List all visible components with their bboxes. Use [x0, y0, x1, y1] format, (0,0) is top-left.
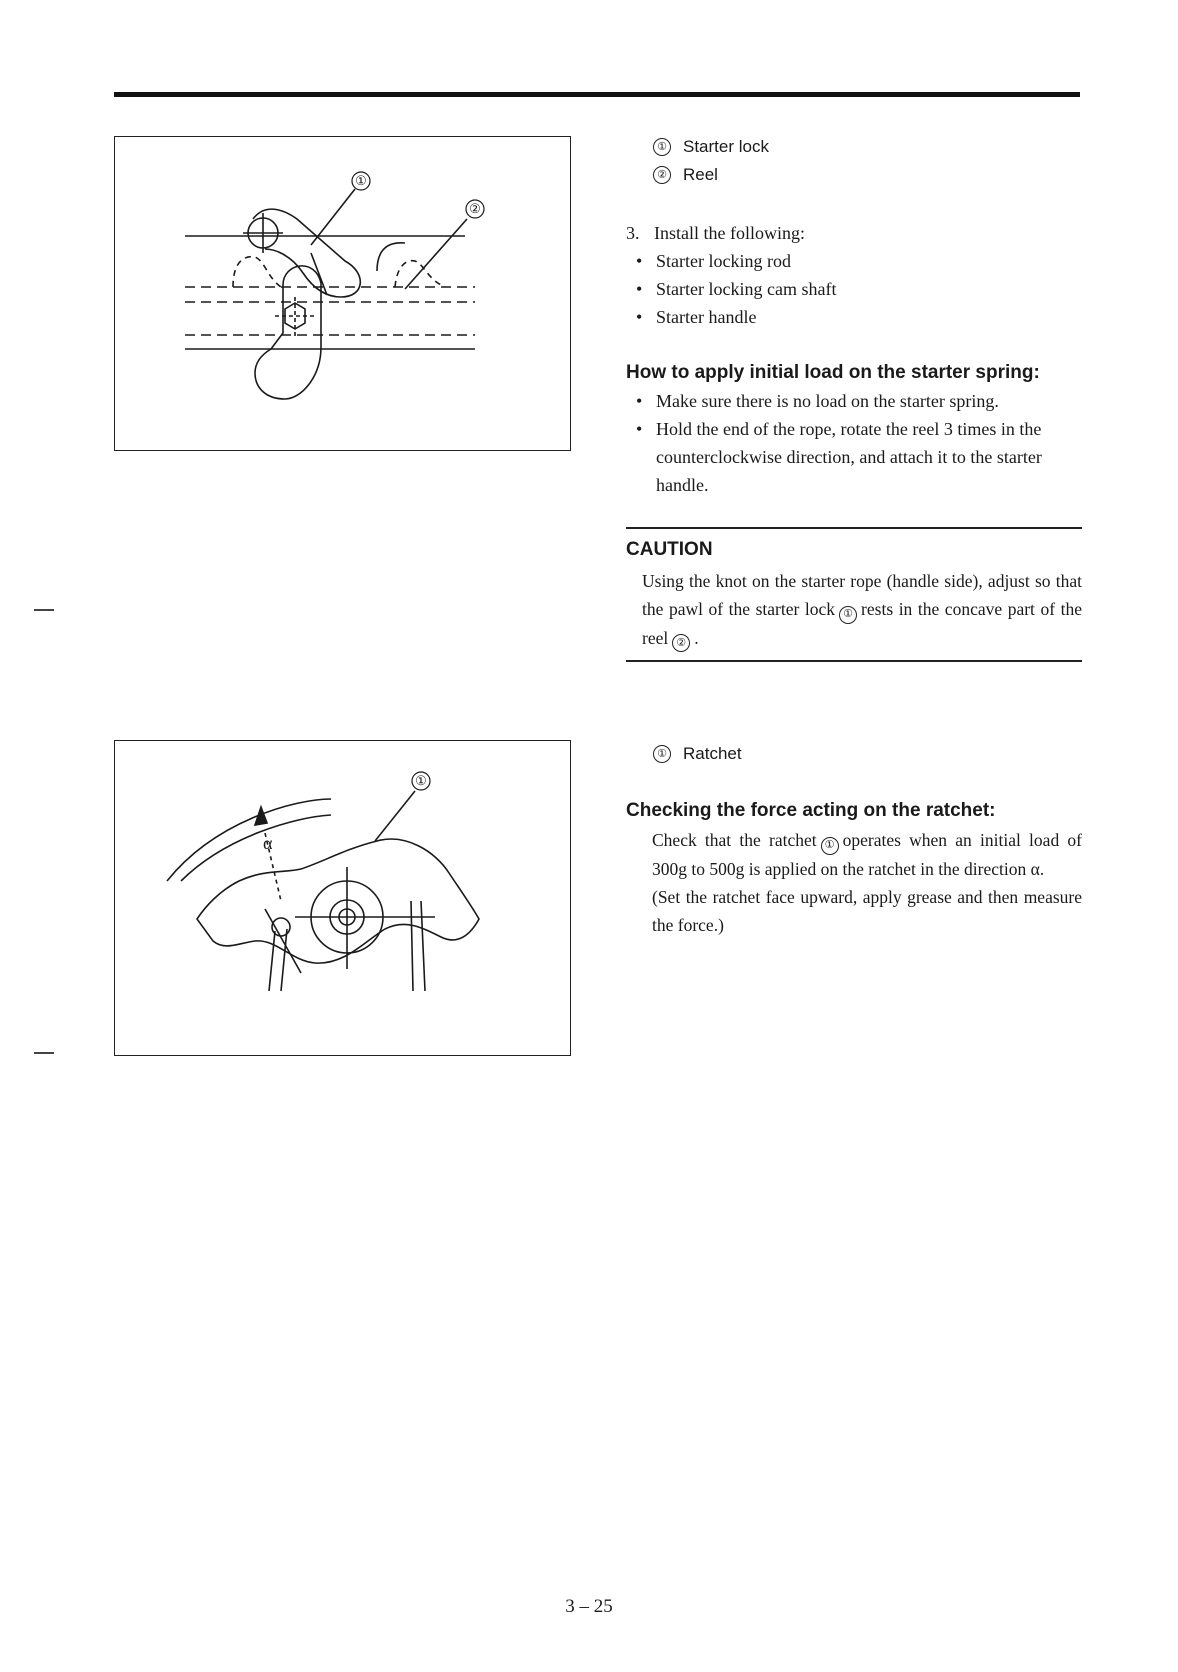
initial-load-list	[636, 387, 1082, 499]
figure-ratchet	[114, 740, 571, 1056]
figure2-legend	[653, 740, 742, 768]
legend-num: ①	[653, 745, 671, 763]
reel-arc-outer	[167, 799, 331, 881]
ratchet-diagram	[115, 741, 570, 1055]
ratchet-check-note: (Set the ratchet face upward, apply grease and then measure the force.)	[652, 886, 1082, 935]
ref-starter-lock: ①	[839, 606, 857, 624]
ratchet-body	[197, 839, 479, 963]
figure1-legend	[653, 133, 769, 189]
callout-2-leader	[405, 219, 467, 289]
list-item: • Starter locking rod	[636, 251, 791, 271]
legend-label: Reel	[683, 165, 718, 184]
figure-starter-lock	[114, 136, 571, 451]
step-title: Install the following:	[654, 223, 805, 243]
legend-num: ①	[653, 138, 671, 156]
reel-notch-2	[395, 261, 445, 287]
page-number: 3 – 25	[565, 1596, 613, 1617]
margin-mark	[34, 609, 54, 611]
initial-load-heading: How to apply initial load on the starter spring:	[626, 362, 1040, 383]
ratchet-pin-left	[269, 929, 287, 991]
caution-box	[626, 527, 1082, 662]
list-item: • Hold the end of the rope, rotate the reel 3 times in the counterclockwise direction, and attach it to the starter handle.	[636, 419, 1042, 495]
ratchet-check-heading: Checking the force acting on the ratchet:	[626, 800, 996, 821]
legend-num: ②	[653, 166, 671, 184]
caution-bottom-rule	[626, 660, 1082, 662]
caution-top-rule	[626, 527, 1082, 529]
ref-ratchet: ①	[821, 837, 839, 855]
reel-notch-1	[233, 257, 281, 287]
ratchet-check-paragraph: Check that the ratchet ① operates when an initial load of 300g to 500g is applied on the ratchet in the direction α.	[652, 830, 1082, 879]
alpha-label: α	[263, 833, 273, 853]
caution-text: Using the knot on the starter rope (handle side), adjust so that the pawl of the starter lock ① rests in the concave part of the reel ② .	[626, 567, 1082, 652]
list-item: • Starter locking cam shaft	[636, 279, 837, 299]
legend-label: Starter lock	[683, 137, 769, 156]
margin-mark	[34, 1052, 54, 1054]
cam-shaft-body	[255, 266, 321, 399]
callout-ratchet-label: ①	[415, 773, 427, 788]
legend-item-ratchet	[653, 740, 742, 768]
caution-title: CAUTION	[626, 539, 713, 560]
legend-item-starter-lock	[653, 133, 769, 161]
callout-1-label: ①	[355, 173, 367, 188]
legend-label: Ratchet	[683, 744, 742, 763]
ratchet-check-text	[652, 826, 1082, 939]
starter-lock-pawl	[253, 209, 360, 297]
callout-ratchet-leader	[375, 791, 415, 841]
ref-reel: ②	[672, 634, 690, 652]
starter-lock-diagram	[115, 137, 570, 450]
list-item: • Starter handle	[636, 307, 757, 327]
legend-item-reel	[653, 161, 769, 189]
list-item: • Make sure there is no load on the starter spring.	[636, 391, 999, 411]
step-3	[626, 219, 1086, 331]
step-number: 3.	[626, 223, 640, 243]
callout-2-label: ②	[469, 201, 481, 216]
ratchet-pin-right	[411, 901, 425, 991]
top-rule	[114, 92, 1080, 97]
